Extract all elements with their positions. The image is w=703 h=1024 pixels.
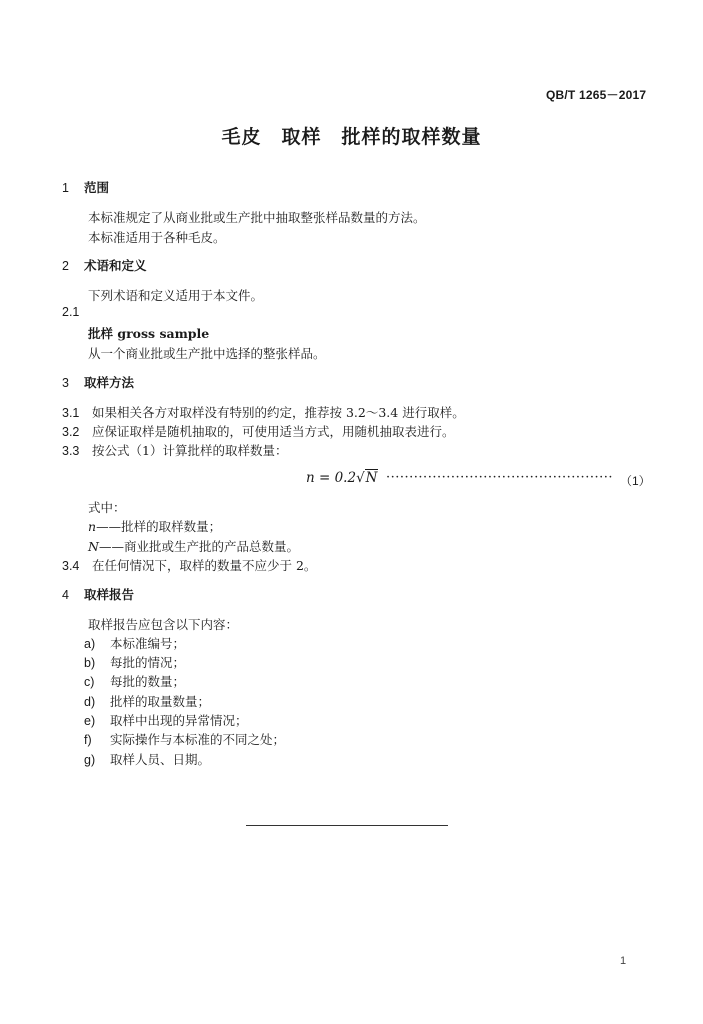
list-text: 取样中出现的异常情况； bbox=[110, 713, 248, 728]
variable-symbol: N bbox=[88, 539, 99, 554]
clause-text: 如果相关各方对取样没有特别的约定，推荐按 3.2～3.4 进行取样。 bbox=[92, 405, 465, 420]
end-divider bbox=[246, 825, 448, 826]
section-number: 3 bbox=[62, 376, 69, 390]
list-marker: d) bbox=[84, 695, 96, 709]
list-text: 每批的数量； bbox=[110, 674, 186, 689]
list-item bbox=[84, 634, 185, 652]
list-text: 实际操作与本标准的不同之处； bbox=[110, 732, 286, 747]
list-item bbox=[84, 711, 248, 729]
paragraph: 本标准规定了从商业批或生产批中抽取整张样品数量的方法。 bbox=[88, 210, 426, 225]
variable-definition bbox=[88, 537, 299, 555]
equation-number: （1） bbox=[620, 474, 651, 488]
section-1-heading bbox=[62, 178, 109, 196]
clause-3-1 bbox=[62, 403, 465, 421]
section-number: 4 bbox=[62, 588, 69, 602]
variable-desc: ——批样的取样数量； bbox=[96, 519, 222, 534]
clause-3-2 bbox=[62, 422, 455, 440]
list-marker: g) bbox=[84, 753, 96, 767]
list-text: 取样人员、日期。 bbox=[110, 752, 211, 767]
paragraph: 下列术语和定义适用于本文件。 bbox=[88, 288, 264, 303]
clause-number: 3.3 bbox=[62, 444, 80, 458]
paragraph: 取样报告应包含以下内容： bbox=[88, 617, 239, 632]
list-item bbox=[84, 730, 285, 748]
clause-number: 3.4 bbox=[62, 559, 80, 573]
section-3-heading bbox=[62, 373, 134, 391]
list-text: 每批的情况； bbox=[110, 655, 186, 670]
clause-text: 按公式（1）计算批样的取样数量： bbox=[92, 443, 288, 458]
formula-radicand: N bbox=[365, 470, 378, 486]
list-item bbox=[84, 672, 185, 690]
list-marker: f) bbox=[84, 733, 92, 747]
paragraph: 本标准适用于各种毛皮。 bbox=[88, 230, 226, 245]
formula-lhs: n = 0.2 bbox=[306, 470, 357, 486]
list-item bbox=[84, 750, 210, 768]
list-text: 本标准编号； bbox=[110, 636, 186, 651]
where-label: 式中： bbox=[88, 500, 126, 515]
term-entry: 批样 gross sample bbox=[88, 326, 210, 341]
sqrt-icon: √ bbox=[356, 470, 365, 486]
section-number: 2 bbox=[62, 259, 69, 273]
list-marker: c) bbox=[84, 675, 95, 689]
section-4-heading bbox=[62, 585, 134, 603]
standard-code: QB/T 1265－2017 bbox=[546, 88, 647, 102]
clause-number: 3.2 bbox=[62, 425, 80, 439]
clause-3-3 bbox=[62, 441, 287, 459]
clause-text: 应保证取样是随机抽取的，可使用适当方式，用随机抽取表进行。 bbox=[92, 424, 455, 439]
section-title: 取样方法 bbox=[84, 375, 135, 390]
variable-definition bbox=[88, 517, 221, 535]
list-text: 批样的取量数量； bbox=[110, 694, 211, 709]
clause-text: 在任何情况下，取样的数量不应少于 2。 bbox=[92, 558, 317, 573]
page-number: 1 bbox=[620, 955, 627, 967]
section-title: 范围 bbox=[84, 180, 110, 195]
section-2-heading bbox=[62, 256, 147, 274]
clause-number: 3.1 bbox=[62, 406, 80, 420]
variable-symbol: n bbox=[88, 519, 97, 534]
leader-dots: ················································· bbox=[386, 470, 613, 485]
term-definition: 从一个商业批或生产批中选择的整张样品。 bbox=[88, 346, 326, 361]
document-title: 毛皮 取样 批样的取样数量 bbox=[221, 126, 482, 148]
list-item bbox=[84, 692, 210, 710]
section-title: 取样报告 bbox=[84, 587, 135, 602]
list-item bbox=[84, 653, 185, 671]
clause-3-4 bbox=[62, 556, 316, 574]
formula bbox=[306, 470, 378, 486]
list-marker: e) bbox=[84, 714, 96, 728]
subsection-number: 2.1 bbox=[62, 305, 80, 319]
list-marker: b) bbox=[84, 656, 96, 670]
list-marker: a) bbox=[84, 637, 96, 651]
section-number: 1 bbox=[62, 181, 69, 195]
section-title: 术语和定义 bbox=[84, 258, 147, 273]
variable-desc: ——商业批或生产批的产品总数量。 bbox=[98, 539, 299, 554]
